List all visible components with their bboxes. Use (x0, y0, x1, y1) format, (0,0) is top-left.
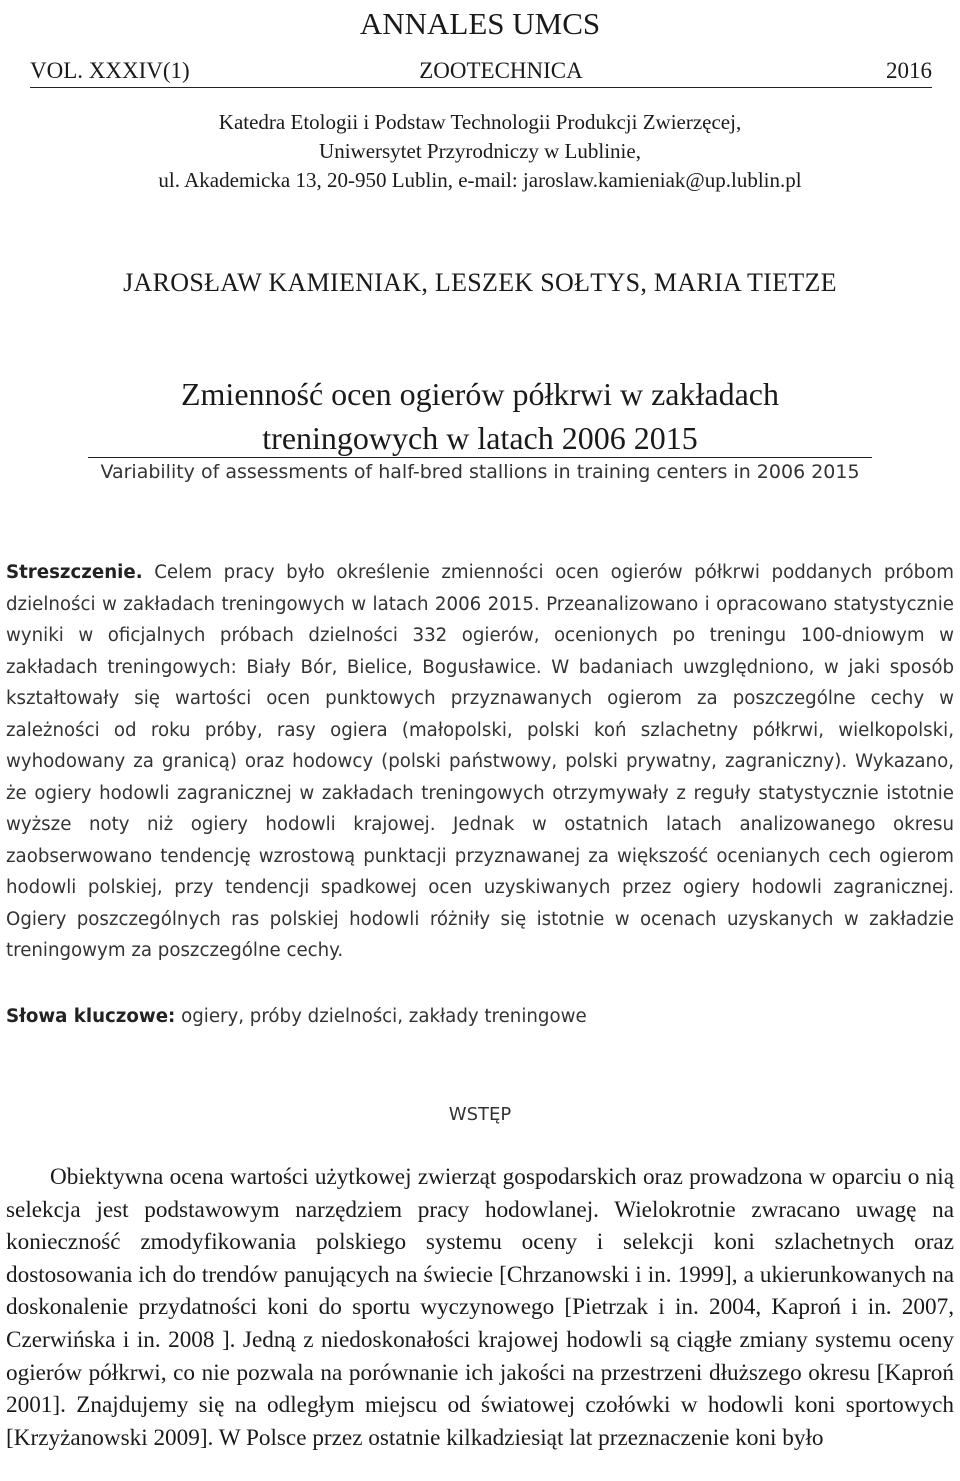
keywords-label: Słowa kluczowe: (6, 1006, 176, 1027)
article-title (0, 372, 960, 460)
abstract (6, 557, 954, 967)
abstract-text: Celem pracy było określenie zmienności ocen ogierów półkrwi poddanych próbom dzielności w zakładach treningowych w latach 2006 2015. Przeanalizowano i opracowano statystycznie wyniki w oficjalnych próbach dzielności 332 ogierów, ocenionych po treningu 100-dniowym w zakładach treningowych: Biały Bór, Bielice, Bogusławice. W badaniach uwzględniono, w jaki sposób kształtowały się wartości ocen punktowych przyznawanych ogierom za poszczególne cechy w zależności od roku próby, rasy ogiera (małopolski, polski koń szlachetny półkrwi, wielkopolski, wyhodowany za granicą) oraz hodowcy (polski państwowy, polski prywatny, zagraniczny). Wykazano, że ogiery hodowli zagranicznej w zakładach treningowych otrzymywały z reguły statystycznie istotnie wyższe noty niż ogiery hodowli krajowej. Jednak w ostatnich latach analizowanego okresu zaobserwowano tendencję wzrostową punktacji przyznawanej za większość ocenianych cech ogierom hodowli polskiej, przy tendencji spadkowej ocen uzyskiwanych przez ogiery hodowli zagranicznej. Ogiery poszczególnych ras polskiej hodowli różniły się istotnie w ocenach uzyskanych w zakładzie treningowym za poszczególne cechy. (6, 562, 954, 961)
article-title-english: Variability of assessments of half-bred stallions in training centers in 2006 2015 (100, 461, 860, 483)
keywords (6, 1006, 954, 1027)
article-title-line: treningowych w latach 2006 2015 (262, 420, 698, 456)
abstract-label: Streszczenie. (6, 562, 143, 583)
affiliation-line: ul. Akademicka 13, 20-950 Lublin, e-mail: jaroslaw.kamieniak@up.lublin.pl (158, 168, 802, 192)
intro-paragraph: Obiektywna ocena wartości użytkowej zwierząt gospodarskich oraz prowadzona w oparciu o nią selekcja jest podstawowym narzędziem pracy hodowlanej. Wielokrotnie zwracano uwagę na konieczność zmodyfikowania polskiego systemu oceny i selekcji koni szlachetnych oraz dostosowania ich do trendów panujących na świecie [Chrzanowski i in. 1999], a ukierunkowanych na doskonalenie przydatności koni do sportu wyczynowego [Pietrzak i in. 2004, Kaproń i in. 2007, Czerwińska i in. 2008 ]. Jedną z niedoskonałości krajowej hodowli są ciągłe zmiany systemu oceny ogierów półkrwi, co nie pozwala na porównanie ich jakości na przestrzeni dłuższego okresu [Kaproń 2001]. Znajdujemy się na odległym miejscu od światowej czołówki w hodowli koni sportowych [Krzyżanowski 2009]. W Polsce przez ostatnie kilkadziesiąt lat przeznaczenie koni było (6, 1164, 954, 1451)
keywords-text: ogiery, próby dzielności, zakłady treningowe (175, 1006, 587, 1027)
affiliation-line: Uniwersytet Przyrodniczy w Lublinie, (319, 139, 641, 163)
journal-header-row (30, 55, 932, 88)
affiliation-line: Katedra Etologii i Podstaw Technologii Produkcji Zwierzęcej, (218, 110, 742, 134)
article-title-line: Zmienność ocen ogierów półkrwi w zakładach (180, 376, 779, 412)
affiliation (0, 108, 960, 195)
journal-title: ANNALES UMCS (359, 6, 601, 41)
year-label: 2016 (886, 58, 932, 83)
section-heading: WSTĘP (448, 1104, 512, 1125)
authors: JAROSŁAW KAMIENIAK, LESZEK SOŁTYS, MARIA TIETZE (123, 268, 837, 297)
section-label: ZOOTECHNICA (419, 58, 583, 83)
volume-label: VOL. XXXIV(1) (30, 58, 190, 83)
title-divider (88, 457, 872, 458)
